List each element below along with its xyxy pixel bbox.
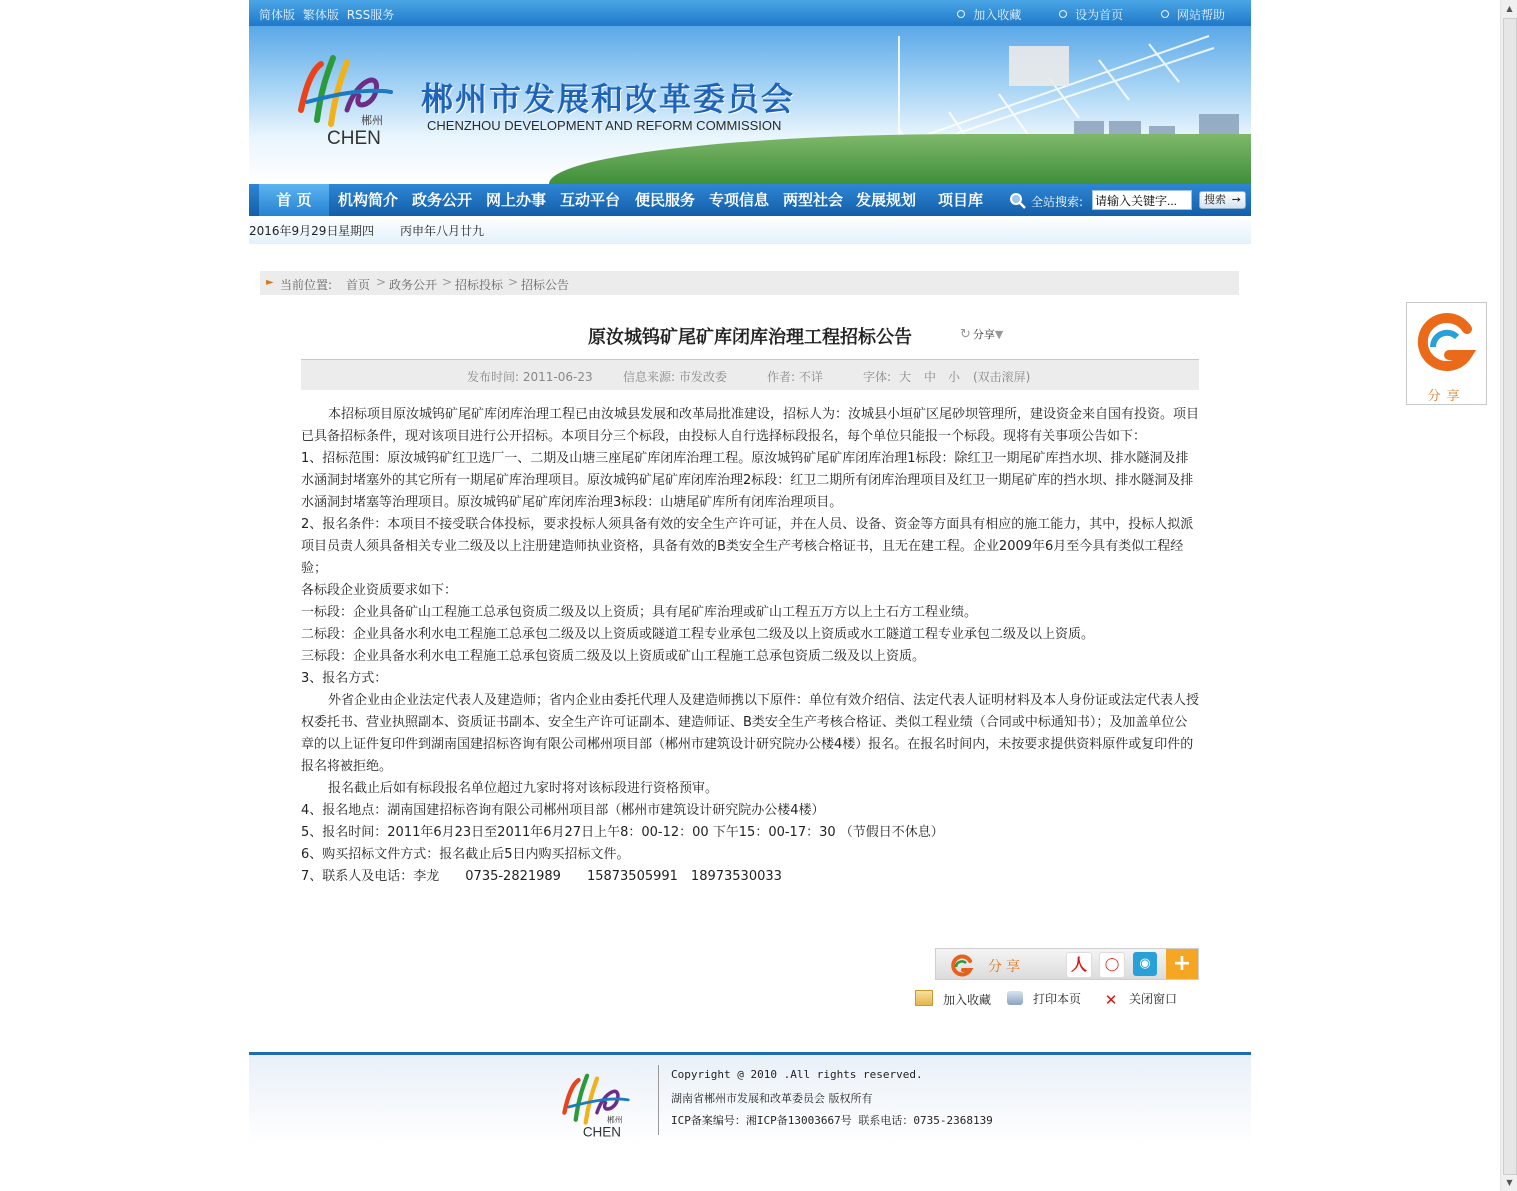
paragraph: 各标段企业资质要求如下：: [301, 583, 458, 598]
nav-item-development-planning[interactable]: 发展规划: [856, 191, 917, 209]
lunar-date: 丙申年八月廿九: [400, 224, 485, 238]
site-help-link[interactable]: 网站帮助: [1161, 8, 1225, 22]
add-favorite-label: 加入收藏: [943, 993, 992, 1007]
caret-down-icon: ▼: [994, 328, 1004, 341]
arrow-right-icon: ➙: [1231, 193, 1241, 206]
share-label: 分享: [988, 959, 1024, 975]
svg-text:CHEN: CHEN: [582, 1124, 621, 1140]
article-body: [301, 404, 1199, 888]
date-bar: [249, 216, 1251, 244]
owner: 湖南省郴州市发展和改革委员会 版权所有: [671, 1092, 873, 1105]
floating-share-widget[interactable]: [1406, 302, 1487, 405]
author: 作者: 不详: [767, 370, 823, 384]
share-dropdown-label: 分享: [972, 328, 995, 341]
plus-icon[interactable]: +: [1166, 949, 1198, 979]
breadcrumb-bid-notice[interactable]: 招标公告: [521, 278, 570, 292]
paragraph: 6、购买招标文件方式：报名截止后5日内购买招标文件。: [301, 847, 630, 862]
font-size-label: 字体:: [863, 370, 892, 384]
paragraph: 3、报名方式：: [301, 671, 388, 686]
paragraph: 7、联系人及电话：李龙 0735-2821989 15873505991 18973530033: [301, 869, 782, 884]
nav-item-project-library[interactable]: 项目库: [938, 191, 984, 209]
font-medium-button[interactable]: 中: [924, 370, 937, 384]
breadcrumb: [260, 271, 1239, 295]
footer-chen-logo: [549, 1063, 645, 1141]
scroll-thumb[interactable]: [1503, 18, 1517, 1175]
nav-item-public-services[interactable]: 便民服务: [635, 191, 696, 209]
footer: [249, 1052, 1251, 1145]
favorite-icon: [915, 990, 933, 1006]
paragraph: 4、报名地点：湖南国建招标咨询有限公司郴州项目部（郴州市建筑设计研究院办公楼4楼）: [301, 803, 825, 818]
paragraph: 2、报名条件：本项目不接受联合体投标，要求投标人须具备有效的安全生产许可证，并在人员、设备、资金等方面具有相应的施工能力，其中，投标人拟派项目员责人须具备相关专业二级及以上注册建造师执业资格，具备有效的B类安全生产考核合格证书，且无在建工程。企业2009年6月至今具有类似工程经验；: [301, 517, 1194, 576]
chevron-right-icon: >: [376, 275, 387, 289]
search-input[interactable]: [1092, 190, 1192, 210]
search-icon: [1009, 192, 1027, 210]
header-banner: [249, 26, 1251, 184]
simplified-link[interactable]: 简体版: [259, 8, 296, 22]
vertical-scrollbar[interactable]: [1500, 0, 1517, 1191]
icp-and-phone: ICP备案编号：湘ICP备13003667号 联系电话：0735-2368139: [671, 1114, 993, 1127]
info-source: 信息来源: 市发改委: [623, 370, 727, 384]
chevron-right-icon: >: [508, 275, 519, 289]
paragraph: 1、招标范围：原汝城钨矿红卫选厂一、二期及山塘三座尾矿库闭库治理工程。原汝城钨矿尾矿库闭库治理1标段：除红卫一期尾矿库挡水坝、排水隧洞及排水涵洞封堵塞外的其它所有一期尾矿库治理项目。原汝城钨矿尾矿库闭库治理2标段：红卫二期所有闭库治理项目及红卫一期尾矿库的挡水坝、排水隧洞及排水涵洞封堵塞等治理项目。原汝城钨矿尾矿库闭库治理3标段：山塘尾矿库所有闭库治理项目。: [301, 451, 1194, 510]
double-click-scroll-hint: (双击滚屏): [973, 370, 1031, 384]
main-nav: [249, 184, 1251, 216]
svg-text:CHEN: CHEN: [327, 128, 381, 149]
qq-icon[interactable]: ◉: [1133, 952, 1157, 976]
scroll-up-icon[interactable]: ▲: [1506, 4, 1513, 13]
nav-item-about[interactable]: 机构简介: [338, 191, 399, 209]
add-favorite-link[interactable]: 加入收藏: [957, 8, 1021, 22]
print-button[interactable]: [1007, 990, 1081, 1007]
breadcrumb-bidding[interactable]: 招标投标: [455, 278, 504, 292]
search-button-label: 搜索: [1204, 193, 1226, 206]
add-favorite-button[interactable]: [915, 990, 991, 1008]
breadcrumb-home[interactable]: 首页: [346, 278, 371, 292]
svg-text:郴州: 郴州: [606, 1115, 623, 1125]
scroll-down-icon[interactable]: ▼: [1506, 1178, 1513, 1187]
nav-item-special-info[interactable]: 专项信息: [709, 191, 770, 209]
nav-item-interaction[interactable]: 互动平台: [560, 191, 621, 209]
close-icon: ✕: [1104, 991, 1118, 1009]
paragraph: 二标段：企业具备水利水电工程施工总承包二级及以上资质或隧道工程专业承包二级及以上资质或水工隧道工程专业承包二级及以上资质。: [301, 627, 1095, 642]
paragraph: 报名截止后如有标段报名单位超过九家时将对该标段进行资格预审。: [328, 781, 719, 796]
print-label: 打印本页: [1033, 992, 1082, 1006]
search-button[interactable]: [1199, 191, 1246, 209]
nav-item-online-services[interactable]: 网上办事: [486, 191, 547, 209]
floating-share-label: 分享: [1427, 389, 1466, 404]
search-label: 全站搜索:: [1031, 195, 1084, 209]
close-window-button[interactable]: [1103, 990, 1177, 1007]
language-links: [259, 6, 398, 23]
top-utility-bar: [249, 0, 1251, 26]
weibo-icon[interactable]: ◯: [1099, 952, 1125, 978]
printer-icon: [1007, 991, 1023, 1005]
close-window-label: 关闭窗口: [1129, 992, 1178, 1006]
breadcrumb-label: 当前位置:: [280, 278, 333, 292]
chen-logo: [287, 40, 407, 150]
share-logo-icon: [950, 953, 974, 977]
paragraph: 一标段：企业具备矿山工程施工总承包资质二级及以上资质；具有尾矿库治理或矿山工程五万方以上土石方工程业绩。: [301, 605, 978, 620]
nav-home[interactable]: 首 页: [259, 184, 329, 216]
nav-item-government-affairs[interactable]: 政务公开: [412, 191, 473, 209]
renren-icon[interactable]: 人: [1066, 952, 1092, 978]
paragraph: 三标段：企业具备水利水电工程施工总承包资质二级及以上资质或矿山工程施工总承包资质二级及以上资质。: [301, 649, 926, 664]
paragraph: 5、报名时间：2011年6月23日至2011年6月27日上午8：00-12：00 下午15：00-17：30 （节假日不休息）: [301, 825, 944, 840]
page: [249, 0, 1251, 1191]
breadcrumb-government-affairs[interactable]: 政务公开: [389, 278, 438, 292]
breadcrumb-arrow-icon: ►: [266, 277, 274, 288]
svg-text:郴州: 郴州: [361, 114, 383, 127]
footer-divider: [658, 1065, 659, 1135]
traditional-link[interactable]: 繁体版: [302, 8, 339, 22]
rss-link[interactable]: RSS服务: [346, 8, 395, 22]
font-large-button[interactable]: 大: [899, 370, 912, 384]
paragraph: 外省企业由企业法定代表人及建造师；省内企业由委托代理人及建造师携以下原件：单位有效介绍信、法定代表人证明材料及本人身份证或法定代表人授权委托书、营业执照副本、资质证书副本、安全生产许可证副本、建造师证、B类安全生产考核合格证、类似工程业绩（合同或中标通知书）；及加盖单位公章的以上证件复印件到湖南国建招标咨询有限公司郴州项目部（郴州市建筑设计研究院办公楼4楼）报名。在报名时间内，未按要求提供资料原件或复印件的报名将被拒绝。: [301, 693, 1200, 774]
current-date: 2016年9月29日: [249, 224, 339, 238]
chevron-right-icon: >: [442, 275, 453, 289]
site-title: 郴州市发展和改革委员会: [421, 80, 796, 118]
site-title-english: CHENZHOU DEVELOPMENT AND REFORM COMMISSION: [427, 118, 782, 133]
font-small-button[interactable]: 小: [948, 370, 961, 384]
article-title: 原汝城钨矿尾矿库闭库治理工程招标公告: [588, 327, 912, 348]
nav-item-two-type-society[interactable]: 两型社会: [783, 191, 844, 209]
paragraph: 本招标项目原汝城钨矿尾矿库闭库治理工程已由汝城县发展和改革局批准建设，招标人为：汝城县小垣矿区尾砂坝管理所，建设资金来自国有投资。项目已具备招标条件，现对该项目进行公开招标。本项目分三个标段，由投标人自行选择标段报名，每个单位只能报一个标段。现将有关事项公告如下：: [301, 407, 1200, 444]
share-logo-icon: [1417, 311, 1477, 371]
copyright: Copyright @ 2010 .All rights reserved.: [671, 1068, 923, 1081]
article-meta: [301, 359, 1199, 390]
set-homepage-link[interactable]: 设为首页: [1059, 8, 1123, 22]
publish-time: 发布时间: 2011-06-23: [467, 370, 593, 384]
share-dropdown[interactable]: [960, 326, 1003, 342]
utility-links: [923, 6, 1225, 23]
weekday: 星期四: [338, 224, 375, 238]
share-logo-icon: ↻: [960, 327, 971, 342]
share-bar: [935, 948, 1199, 980]
